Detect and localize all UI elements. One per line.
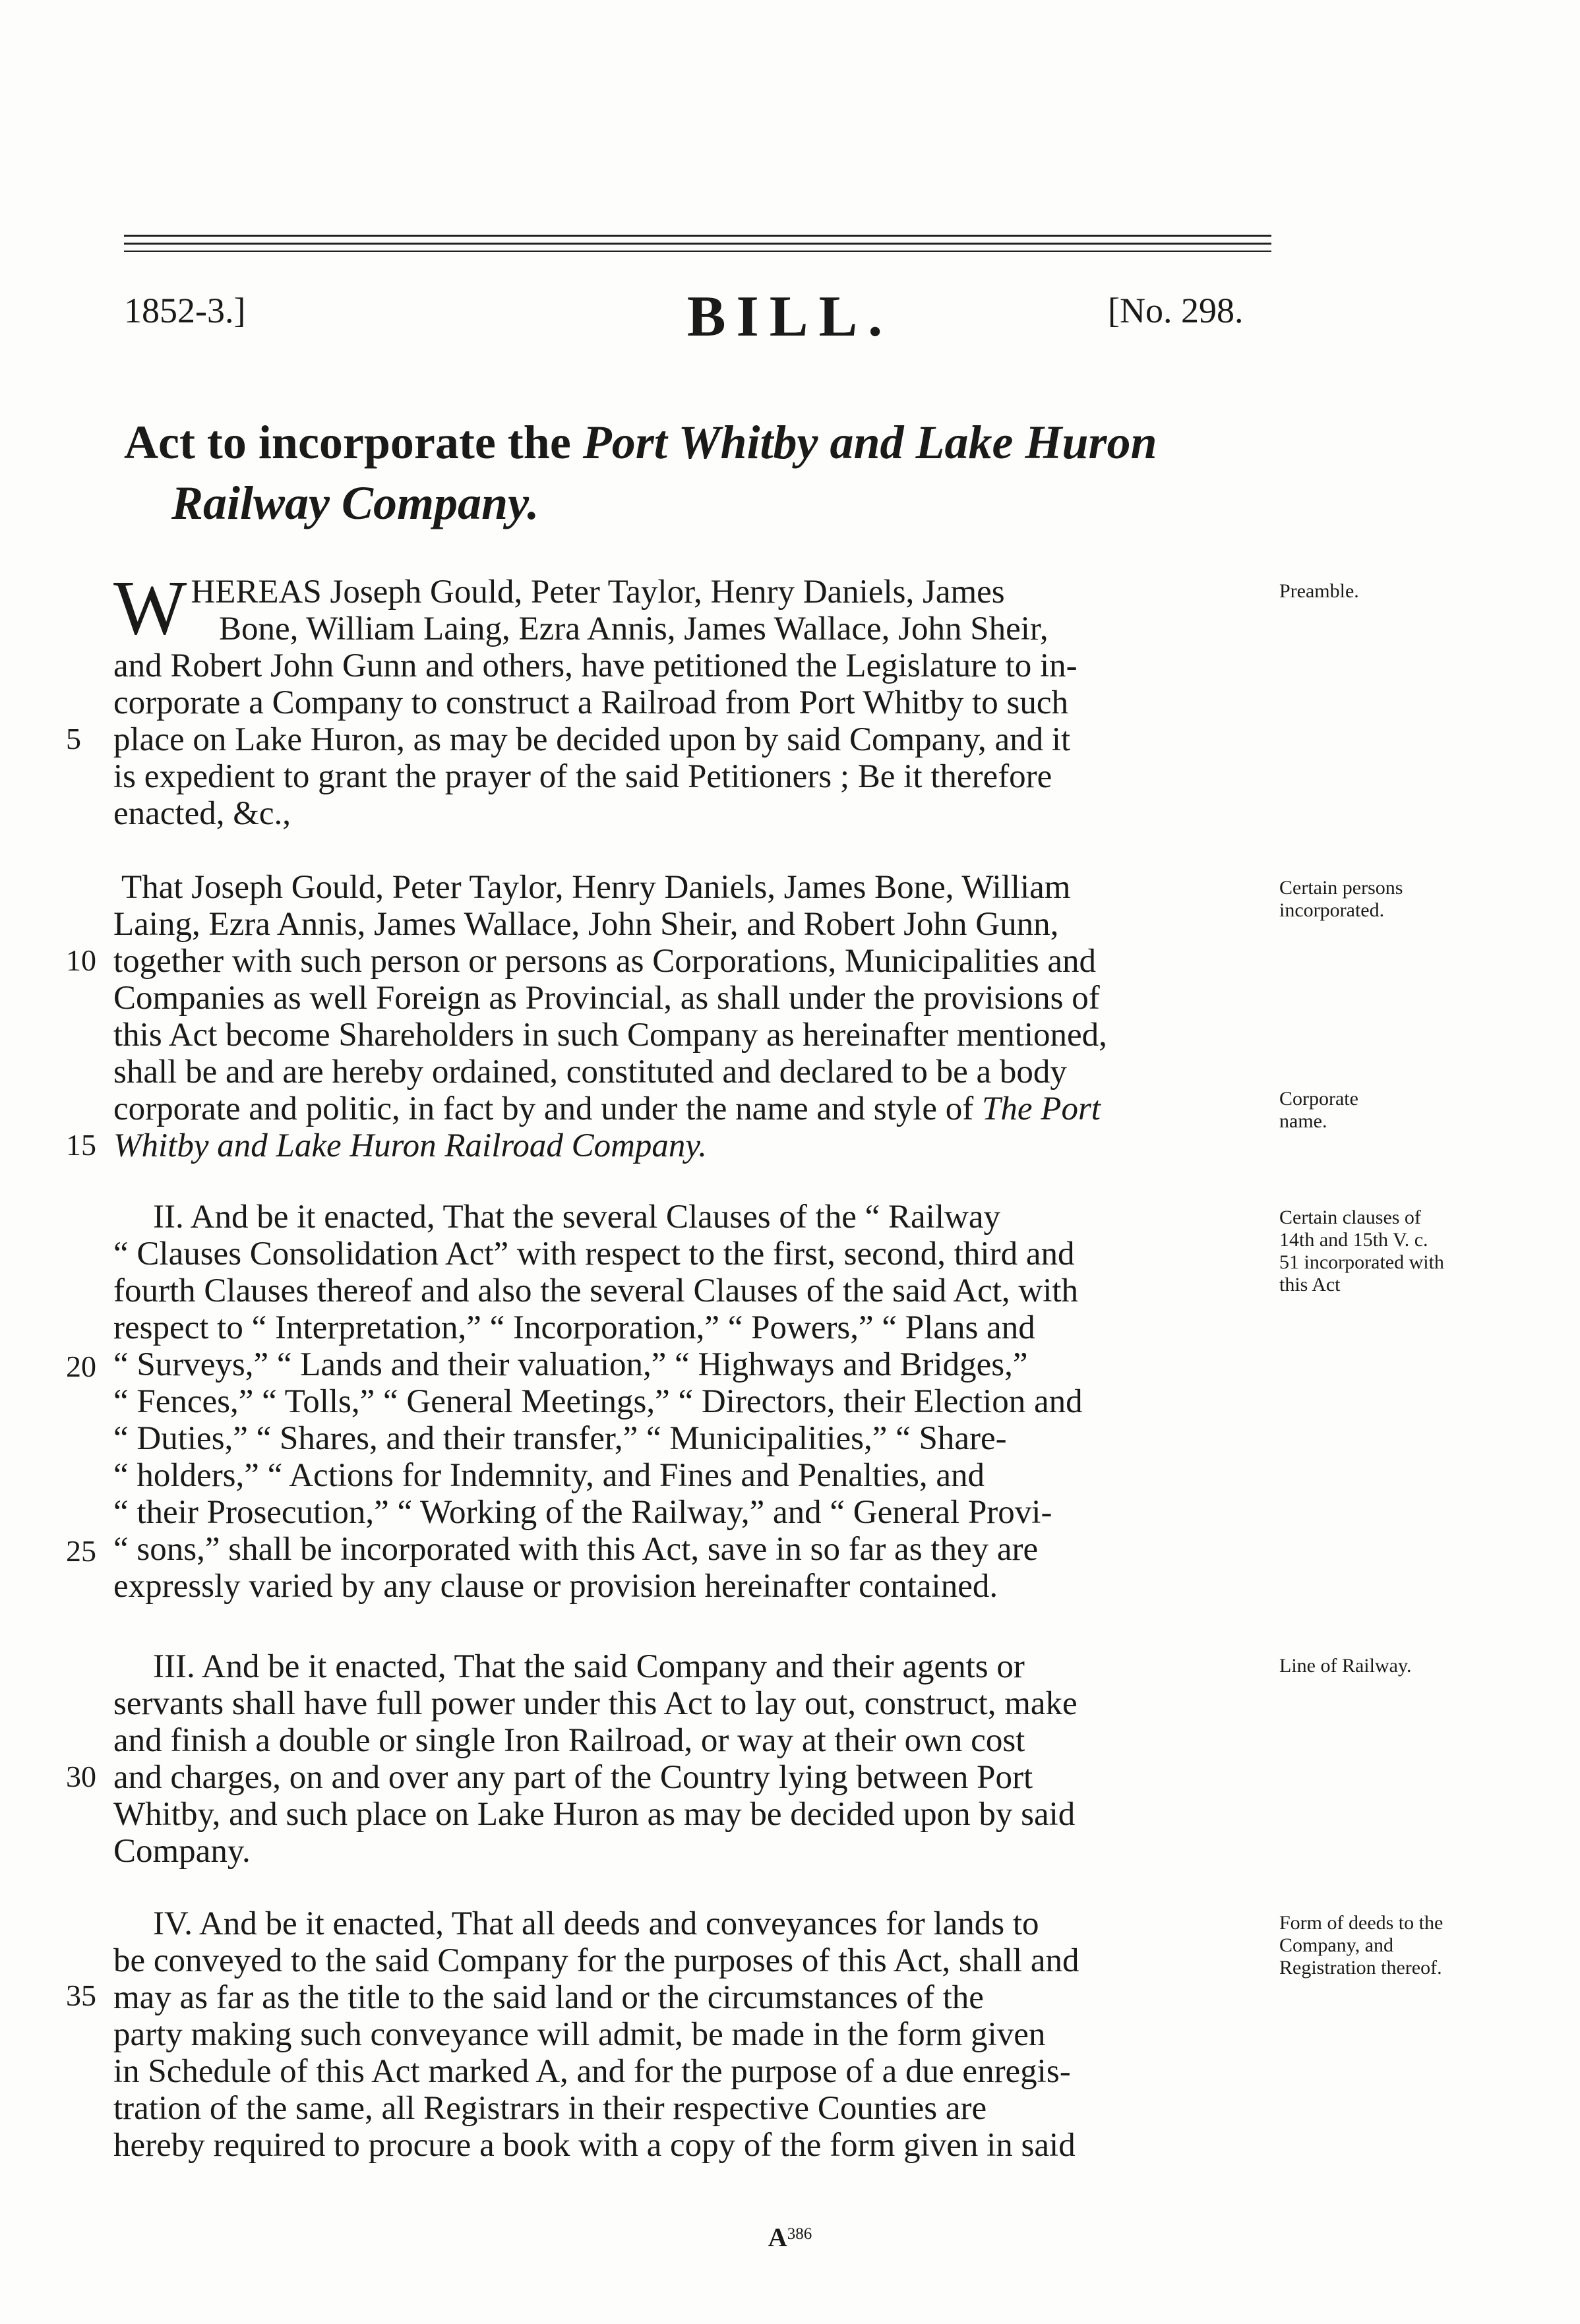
- preamble-line: and Robert John Gunn and others, have petitioned the Legislature to in-: [113, 647, 1078, 684]
- section-line: may as far as the title to the said land or the circumstances of the: [113, 1979, 984, 2016]
- margin-note-incorporated: Certain persons incorporated.: [1279, 877, 1403, 921]
- section-line: Laing, Ezra Annis, James Wallace, John Sheir, and Robert John Gunn,: [113, 906, 1059, 943]
- dropcap-letter: W: [113, 564, 187, 651]
- preamble-line: place on Lake Huron, as may be decided upon by said Company, and it: [113, 721, 1071, 758]
- line-number: 35: [66, 1979, 96, 2012]
- line-number: 25: [66, 1534, 96, 1568]
- section-line: “ Fences,” “ Tolls,” “ General Meetings,” “ Directors, their Election and: [113, 1383, 1083, 1420]
- section-line: party making such conveyance will admit, be made in the form given: [113, 2016, 1046, 2053]
- line-number: 5: [66, 722, 81, 756]
- section-line-last: [113, 1090, 1269, 1127]
- margin-note-deeds: Form of deeds to the Company, and Registration thereof.: [1279, 1912, 1443, 1979]
- line-number: 10: [66, 943, 96, 977]
- line-number: 20: [66, 1350, 96, 1383]
- section-line: IV. And be it enacted, That all deeds and conveyances for lands to: [153, 1905, 1039, 1942]
- company-name-part-2: Whitby and Lake Huron Railroad Company.: [113, 1127, 707, 1164]
- act-title-prefix: Act to incorporate the: [124, 416, 583, 469]
- section-line: “ Surveys,” “ Lands and their valuation,” “ Highways and Bridges,”: [113, 1346, 1028, 1383]
- section-line: “ holders,” “ Actions for Indemnity, and Fines and Penalties, and: [113, 1457, 985, 1494]
- act-title-italic-1: Port Whitby and Lake Huron: [582, 416, 1157, 469]
- section-1-paragraph: [113, 869, 1269, 1164]
- section-line: Whitby, and such place on Lake Huron as may be decided upon by said: [113, 1796, 1076, 1833]
- section-line: Companies as well Foreign as Provincial, as shall under the provisions of: [113, 980, 1100, 1017]
- section-line: and charges, on and over any part of the Country lying between Port: [113, 1759, 1033, 1796]
- top-rule: [124, 243, 1271, 245]
- act-title-italic-2: Railway Company.: [171, 477, 539, 529]
- line-number: 15: [66, 1128, 96, 1162]
- session-year: 1852-3.]: [124, 291, 246, 330]
- margin-note-line: Line of Railway.: [1279, 1655, 1412, 1677]
- section-line: II. And be it enacted, That the several Clauses of the “ Railway: [153, 1199, 1000, 1236]
- margin-note-corporate-name: Corporate name.: [1279, 1088, 1358, 1132]
- section-line: expressly varied by any clause or provision hereinafter contained.: [113, 1568, 998, 1605]
- section-line: That Joseph Gould, Peter Taylor, Henry Daniels, James Bone, William: [121, 869, 1071, 906]
- signature-mark: [0, 2222, 1580, 2253]
- section-line: “ sons,” shall be incorporated with this Act, save in so far as they are: [113, 1531, 1039, 1568]
- margin-note-clauses: Certain clauses of 14th and 15th V. c. 51 incorporated with this Act: [1279, 1207, 1444, 1296]
- line-number: 30: [66, 1760, 96, 1793]
- preamble-line: Bone, William Laing, Ezra Annis, James Wallace, John Sheir,: [219, 611, 1048, 647]
- section-line: hereby required to procure a book with a copy of the form given in said: [113, 2127, 1076, 2164]
- signature-letter: A: [768, 2222, 787, 2252]
- section-line: servants shall have full power under this Act to lay out, construct, make: [113, 1685, 1078, 1722]
- section-line: shall be and are hereby ordained, constituted and declared to be a body: [113, 1054, 1067, 1090]
- margin-note-preamble: Preamble.: [1279, 580, 1359, 602]
- section-line: and finish a double or single Iron Railroad, or way at their own cost: [113, 1722, 1025, 1759]
- section-line: respect to “ Interpretation,” “ Incorporation,” “ Powers,” “ Plans and: [113, 1309, 1035, 1346]
- section-line: this Act become Shareholders in such Company as hereinafter mentioned,: [113, 1017, 1107, 1054]
- preamble-line: is expedient to grant the prayer of the said Petitioners ; Be it therefore: [113, 758, 1052, 795]
- section-line: III. And be it enacted, That the said Company and their agents or: [153, 1648, 1025, 1685]
- preamble-paragraph: [113, 564, 1269, 832]
- top-rule: [124, 251, 1271, 252]
- section-line: be conveyed to the said Company for the purposes of this Act, shall and: [113, 1942, 1079, 1979]
- section-line: fourth Clauses thereof and also the several Clauses of the said Act, with: [113, 1272, 1079, 1309]
- preamble-line: corporate a Company to construct a Railroad from Port Whitby to such: [113, 684, 1068, 721]
- preamble-line: enacted, &c.,: [113, 795, 291, 832]
- top-rule: [124, 235, 1271, 237]
- section-text: corporate and politic, in fact by and under the name and style of: [113, 1090, 983, 1127]
- section-line: Company.: [113, 1833, 251, 1870]
- signature-number: 386: [787, 2225, 812, 2243]
- section-3-paragraph: [113, 1648, 1269, 1870]
- section-line: together with such person or persons as Corporations, Municipalities and: [113, 943, 1097, 980]
- section-line: “ their Prosecution,” “ Working of the Railway,” and “ General Provi-: [113, 1494, 1052, 1531]
- section-line: “ Duties,” “ Shares, and their transfer,” “ Municipalities,” “ Share-: [113, 1420, 1007, 1457]
- section-line: in Schedule of this Act marked A, and for the purpose of a due enregis-: [113, 2053, 1071, 2090]
- section-4-paragraph: [113, 1905, 1269, 2164]
- preamble-line: HEREAS Joseph Gould, Peter Taylor, Henry Daniels, James: [191, 574, 1005, 611]
- bill-number: [No. 298.: [1108, 291, 1244, 330]
- section-2-paragraph: [113, 1199, 1269, 1605]
- section-line: “ Clauses Consolidation Act” with respect to the first, second, third and: [113, 1236, 1075, 1272]
- company-name-part-1: The Port: [982, 1090, 1101, 1127]
- section-line: tration of the same, all Registrars in their respective Counties are: [113, 2090, 987, 2127]
- bill-heading: BILL.: [686, 285, 894, 349]
- act-title: [124, 412, 1271, 533]
